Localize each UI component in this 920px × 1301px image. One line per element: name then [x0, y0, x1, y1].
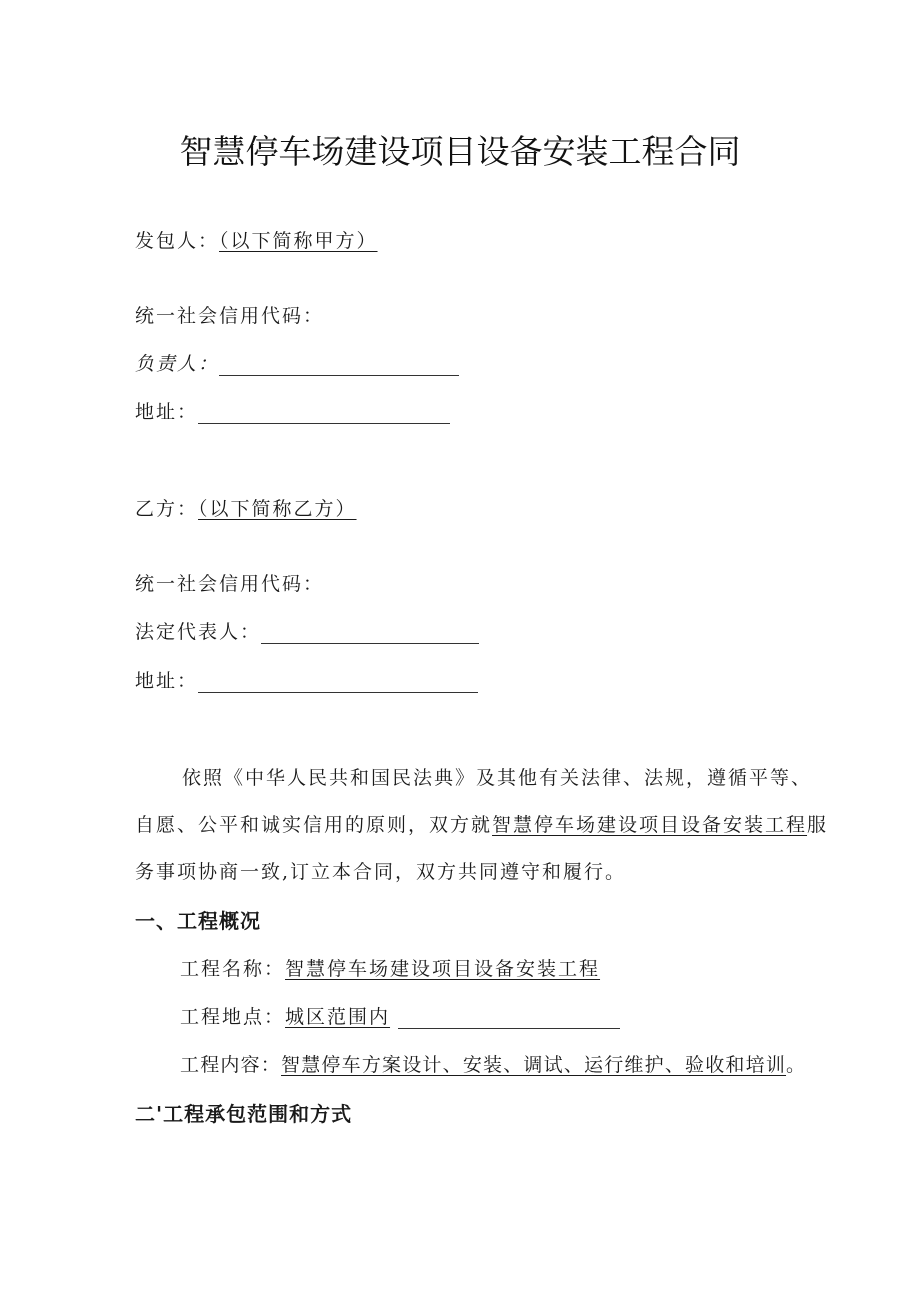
party-a-line	[135, 229, 378, 253]
party-b-address-label: 地址：	[135, 670, 199, 692]
party-b-credit-code: 统一社会信用代码：	[135, 573, 325, 595]
project-location-label: 工程地点：	[180, 1006, 286, 1028]
party-b-line	[135, 497, 357, 521]
party-a-credit-code: 统一社会信用代码：	[135, 305, 325, 327]
preamble-line-2-before: 自愿、公平和诚实信用的原则，双方就	[135, 814, 493, 836]
project-location-value: 城区范围内	[285, 1006, 391, 1028]
preamble-line-1: 依照《中华人民共和国民法典》及其他有关法律、法规，遵循平等、	[182, 767, 813, 789]
preamble-line-2-after: 服	[807, 814, 829, 836]
party-a-responsible-label: 负责人：	[135, 353, 220, 375]
project-content-end: 。	[786, 1054, 807, 1076]
project-content-line	[180, 1053, 806, 1077]
party-b-legal-rep-line	[135, 620, 479, 644]
project-content-value: 智慧停车方案设计、安装、调试、运行维护、验收和培训	[281, 1054, 787, 1076]
party-b-legal-rep-label: 法定代表人：	[135, 621, 262, 643]
party-a-responsible-blank	[219, 355, 459, 376]
party-a-address-blank	[198, 403, 450, 424]
project-name-line	[180, 957, 600, 981]
party-a-address-label: 地址：	[135, 401, 199, 423]
party-b-label: 乙方：	[135, 498, 199, 520]
party-b-address-line	[135, 669, 478, 693]
project-content-label: 工程内容：	[180, 1054, 282, 1076]
section-2-heading: 二'工程承包范围和方式	[135, 1102, 353, 1126]
party-b-legal-rep-blank	[261, 623, 479, 644]
preamble-project-name: 智慧停车场建设项目设备安装工程	[492, 814, 808, 836]
preamble-line-2	[135, 813, 828, 837]
preamble-line-3: 务事项协商一致,订立本合同，双方共同遵守和履行。	[135, 861, 627, 883]
party-b-address-blank	[198, 672, 478, 693]
party-b-alias: （以下简称乙方）	[198, 498, 357, 520]
party-a-label: 发包人：	[135, 230, 220, 252]
party-a-responsible-line	[135, 352, 459, 376]
project-location-line	[180, 1005, 620, 1029]
party-a-alias: （以下简称甲方）	[219, 230, 378, 252]
project-name-value: 智慧停车场建设项目设备安装工程	[285, 958, 601, 980]
contract-title: 智慧停车场建设项目设备安装工程合同	[179, 132, 741, 171]
party-a-address-line	[135, 400, 450, 424]
project-location-blank	[398, 1008, 620, 1029]
project-name-label: 工程名称：	[180, 958, 286, 980]
section-1-heading: 一、工程概况	[135, 909, 261, 933]
